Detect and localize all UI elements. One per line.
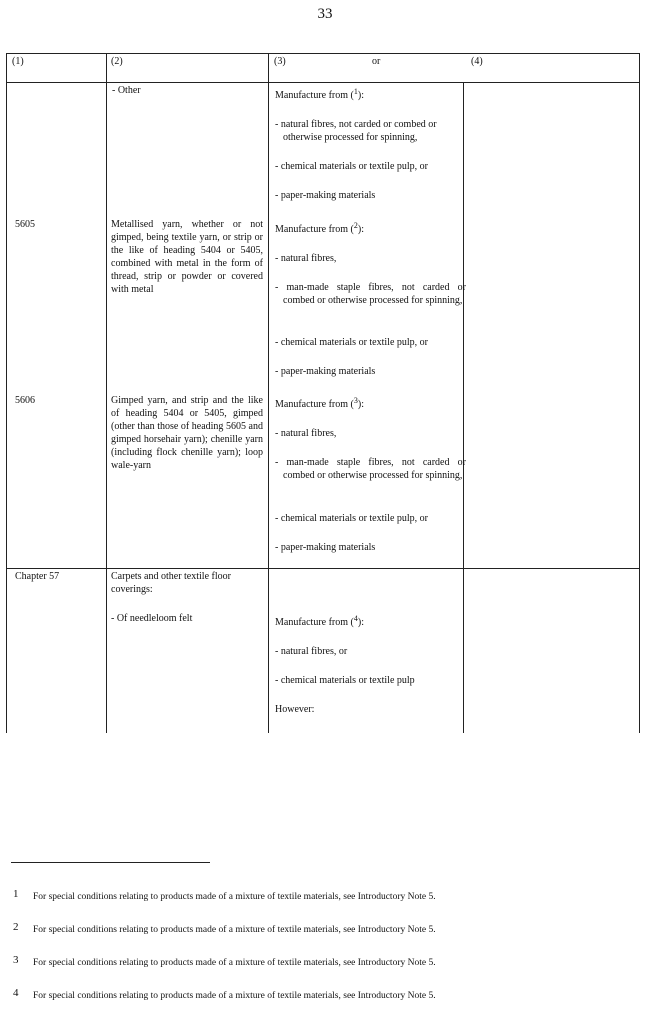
header-bottom-border bbox=[6, 82, 640, 83]
rule-item: - natural fibres, not carded or combed or otherwise processed for spinning, bbox=[275, 119, 437, 143]
rule-item: - chemical materials or textile pulp, or bbox=[275, 337, 428, 348]
footnote-number: 3 bbox=[13, 954, 19, 966]
rule-item: - paper-making materials bbox=[275, 190, 376, 201]
column-divider-3-4 bbox=[463, 82, 464, 733]
row-rule-intro: Manufacture from ($^1$): bbox=[275, 87, 364, 101]
column-divider-left bbox=[6, 53, 7, 733]
rule-item: - man-made staple fibres, not carded or combed or otherwise processed for spinning, bbox=[275, 282, 466, 306]
rule-item: - man-made staple fibres, not carded or combed or otherwise processed for spinning, bbox=[275, 457, 466, 481]
row-rule-intro: Manufacture from ($^2$): bbox=[275, 221, 364, 235]
rule-item: - natural fibres, bbox=[275, 253, 337, 264]
row-code: Chapter 57 bbox=[15, 571, 60, 582]
row-rule-intro: Manufacture from ($^3$): bbox=[275, 396, 364, 410]
rule-item: - natural fibres, or bbox=[275, 646, 348, 657]
rule-item: - chemical materials or textile pulp bbox=[275, 675, 415, 686]
row-code: 5606 bbox=[15, 395, 35, 406]
rule-item: - natural fibres, bbox=[275, 428, 337, 439]
footnote-ref: 3 bbox=[353, 396, 358, 405]
rule-item: - paper-making materials bbox=[275, 542, 376, 553]
footnote-ref: 4 bbox=[353, 614, 358, 623]
header-col2: (2) bbox=[111, 56, 123, 67]
row-description: Metallised yarn, whether or not gimped, being textile yarn, or strip or the like of heading 5404 or 5405, combined with metal in the form of thread, strip or powder or covered with metal bbox=[111, 219, 263, 295]
rule-item: - chemical materials or textile pulp, or bbox=[275, 161, 428, 172]
row-separator bbox=[6, 568, 640, 569]
footnote-separator bbox=[11, 862, 210, 863]
rule-item: - chemical materials or textile pulp, or bbox=[275, 513, 428, 524]
footnote-text: For special conditions relating to products made of a mixture of textile materials, see Introductory Note 5. bbox=[33, 892, 436, 902]
page-number: 33 bbox=[317, 6, 333, 22]
row-code: 5605 bbox=[15, 219, 35, 230]
footnote-text: For special conditions relating to products made of a mixture of textile materials, see Introductory Note 5. bbox=[33, 925, 436, 935]
footnote-text: For special conditions relating to products made of a mixture of textile materials, see Introductory Note 5. bbox=[33, 958, 436, 968]
column-divider-right bbox=[639, 53, 640, 733]
row-sub-description: - Of needleloom felt bbox=[111, 613, 193, 624]
header-or: or bbox=[372, 56, 381, 67]
row-description: Gimped yarn, and strip and the like of heading 5404 or 5405, gimped (other than those of heading 5605 and gimped horsehair yarn); chenille yarn (including flock chenille yarn); loop wale-yarn bbox=[111, 395, 263, 471]
rule-item: - paper-making materials bbox=[275, 366, 376, 377]
header-col4: (4) bbox=[471, 56, 483, 67]
footnote-text: For special conditions relating to products made of a mixture of textile materials, see Introductory Note 5. bbox=[33, 991, 436, 1001]
row-rule-intro: Manufacture from ($^4$): bbox=[275, 614, 364, 628]
row-description: Carpets and other textile floor coverings: bbox=[111, 571, 231, 595]
header-col3: (3) bbox=[274, 56, 286, 67]
footnote-number: 4 bbox=[13, 987, 19, 999]
header-col1: (1) bbox=[12, 56, 24, 67]
footnote-number: 2 bbox=[13, 921, 19, 933]
column-divider-1-2 bbox=[106, 53, 107, 733]
footnote-ref: 2 bbox=[353, 221, 358, 230]
footnote-ref: 1 bbox=[353, 87, 358, 96]
table-top-border bbox=[6, 53, 640, 54]
column-divider-2-3 bbox=[268, 53, 269, 733]
row-description: - Other bbox=[112, 85, 141, 96]
footnote-number: 1 bbox=[13, 888, 19, 900]
rule-tail: However: bbox=[275, 704, 315, 715]
